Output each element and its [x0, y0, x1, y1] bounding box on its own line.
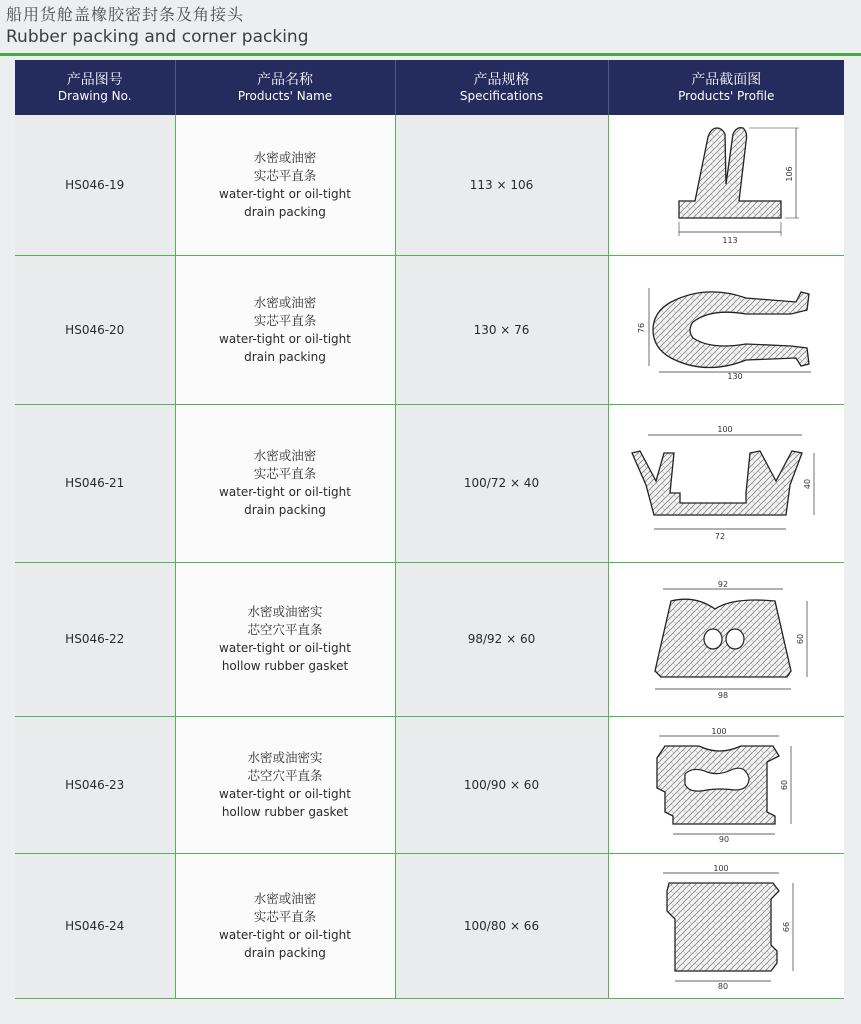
profile-drawing [641, 726, 811, 844]
product-name-cell: 水密或油密实 芯空穴平直条 water-tight or oil-tight hollow rubber gasket [175, 716, 395, 853]
svg-text:100: 100 [717, 425, 733, 434]
svg-text:60: 60 [780, 779, 790, 790]
product-name-cell: 水密或油密 实芯平直条 water-tight or oil-tight drain packing [175, 255, 395, 404]
drawing-no-cell: HS046-24 [15, 853, 175, 998]
header-divider [0, 53, 861, 56]
table-row [15, 404, 844, 562]
table-header-row [15, 60, 844, 115]
drawing-no-cell: HS046-20 [15, 255, 175, 404]
svg-text:66: 66 [782, 921, 792, 932]
product-name-cell: 水密或油密 实芯平直条 water-tight or oil-tight drain packing [175, 404, 395, 562]
profile-cell [608, 115, 844, 255]
svg-text:60: 60 [796, 633, 806, 645]
profile-cell [608, 853, 844, 998]
drawing-no-cell: HS046-19 [15, 115, 175, 255]
col-profile: 产品截面图 Products' Profile [608, 60, 844, 115]
table-row [15, 853, 844, 998]
drawing-no-cell: HS046-22 [15, 562, 175, 716]
profile-drawing [631, 280, 821, 380]
table-row [15, 562, 844, 716]
product-spec-table [15, 60, 844, 999]
svg-text:130: 130 [727, 371, 743, 380]
spec-cell: 113 × 106 [395, 115, 608, 255]
col-specifications: 产品规格 Specifications [395, 60, 608, 115]
profile-cell [608, 404, 844, 562]
svg-text:80: 80 [718, 981, 729, 991]
page-header [6, 4, 309, 48]
spec-cell: 100/80 × 66 [395, 853, 608, 998]
svg-text:72: 72 [715, 532, 726, 541]
spec-cell: 100/90 × 60 [395, 716, 608, 853]
spec-cell: 100/72 × 40 [395, 404, 608, 562]
svg-text:90: 90 [719, 834, 730, 844]
table-row [15, 716, 844, 853]
svg-text:92: 92 [718, 580, 729, 589]
spec-cell: 130 × 76 [395, 255, 608, 404]
svg-text:98: 98 [718, 691, 729, 699]
drawing-no-cell: HS046-23 [15, 716, 175, 853]
profile-cell [608, 716, 844, 853]
profile-cell [608, 255, 844, 404]
profile-drawing [631, 579, 821, 699]
svg-text:113: 113 [722, 236, 738, 246]
svg-text:40: 40 [803, 478, 813, 490]
svg-text:100: 100 [713, 863, 729, 873]
title-chinese: 船用货舱盖橡胶密封条及角接头 [6, 5, 245, 24]
svg-text:106: 106 [785, 166, 795, 182]
product-name-cell: 水密或油密 实芯平直条 water-tight or oil-tight drain packing [175, 115, 395, 255]
table-row [15, 115, 844, 255]
profile-drawing [651, 122, 801, 247]
col-drawing-no: 产品图号 Drawing No. [15, 60, 175, 115]
profile-cell [608, 562, 844, 716]
product-name-cell: 水密或油密实 芯空穴平直条 water-tight or oil-tight hollow rubber gasket [175, 562, 395, 716]
profile-drawing [641, 861, 811, 991]
spec-cell: 98/92 × 60 [395, 562, 608, 716]
col-product-name: 产品名称 Products' Name [175, 60, 395, 115]
product-name-cell: 水密或油密 实芯平直条 water-tight or oil-tight drain packing [175, 853, 395, 998]
profile-drawing [626, 423, 826, 543]
svg-text:76: 76 [637, 322, 647, 333]
table-row [15, 255, 844, 404]
drawing-no-cell: HS046-21 [15, 404, 175, 562]
svg-text:100: 100 [711, 726, 727, 736]
title-english: Rubber packing and corner packing [6, 27, 309, 47]
